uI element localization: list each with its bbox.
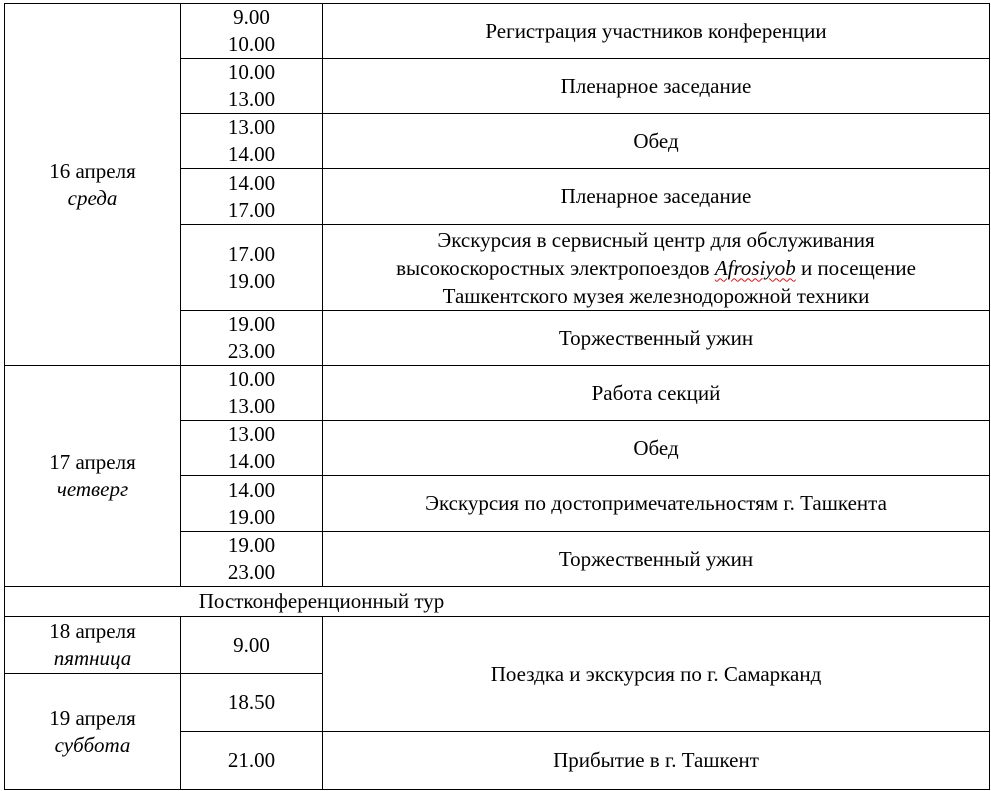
event-cell [323,732,989,789]
event-cell [323,617,989,731]
event-cell [323,532,989,586]
time-end: 14.00 [227,142,276,166]
day-cell-17 [5,366,180,586]
event-cell [323,114,989,168]
time-cell [181,366,322,420]
event-text-line [396,254,916,282]
event-text-fragment: высокоскоростных электропоездов [396,255,715,280]
event-text: Торжественный ужин [558,546,754,571]
time-end: 17.00 [227,197,276,222]
event-text: Торжественный ужин [558,325,754,350]
event-text: Обед [633,128,679,153]
event-text: Экскурсия по достопримечательностям г. Ташкента [425,491,887,515]
time-cell [181,4,322,58]
day-date: 18 апреля [49,619,136,643]
event-text: Прибытие в г. Ташкент [553,748,759,772]
time-end: 19.00 [227,268,276,293]
event-cell [323,169,989,224]
event-cell [323,421,989,475]
time-cell [181,532,322,586]
day-date: 19 апреля [49,705,136,730]
event-text: Поездка и экскурсия по г. Самарканд [490,661,822,686]
time-start: 13.00 [227,422,276,446]
time-cell [181,732,322,789]
time-cell [181,225,322,310]
time-cell [181,169,322,224]
time-end: 19.00 [227,504,276,529]
day-cell-16 [5,4,180,365]
event-cell [323,59,989,113]
time-cell [181,421,322,475]
time-value: 21.00 [227,748,276,772]
event-text: Регистрация участников конференции [485,18,827,43]
event-text-fragment: и посещение [795,255,916,280]
time-start: 10.00 [227,367,276,391]
event-cell [323,366,989,420]
time-end: 23.00 [227,560,276,584]
train-name: Afrosiyob [714,255,796,280]
time-end: 10.00 [227,32,276,56]
time-start: 10.00 [227,60,276,84]
time-start: 19.00 [227,533,276,557]
time-value: 18.50 [227,690,276,714]
time-cell [181,59,322,113]
event-text-line: Ташкентского музея железнодорожной техники [442,283,870,308]
day-weekday: суббота [54,732,131,757]
time-start: 19.00 [227,312,276,336]
day-weekday: среда [67,185,118,210]
time-cell [181,476,322,531]
time-start: 14.00 [227,170,276,195]
event-text-line: Экскурсия в сервисный центр для обслуживания [437,227,875,252]
day-weekday: пятница [53,646,132,670]
time-start: 14.00 [227,477,276,502]
table-border-bottom [4,789,990,790]
event-cell [323,225,989,310]
event-cell [323,311,989,365]
event-cell [323,4,989,58]
time-end: 13.00 [227,394,276,418]
time-start: 9.00 [233,5,270,29]
time-cell [181,674,322,731]
time-end: 23.00 [227,339,276,363]
day-cell-18 [5,617,180,673]
time-cell [181,114,322,168]
time-value: 9.00 [233,632,270,657]
event-cell [323,476,989,531]
event-text: Работа секций [591,380,721,405]
post-tour-title-text: Постконференционный тур [198,589,445,613]
day-weekday: четверг [56,477,129,501]
time-cell [181,617,322,673]
time-end: 14.00 [227,449,276,473]
time-start: 13.00 [227,115,276,139]
post-tour-title [5,587,638,616]
event-text: Пленарное заседание [560,73,752,98]
day-cell-19 [5,674,180,789]
event-text: Пленарное заседание [560,184,752,208]
time-cell [181,311,322,365]
event-text: Обед [633,435,679,460]
day-date: 17 апреля [49,450,136,474]
time-end: 13.00 [227,87,276,111]
table-border-right [989,3,990,790]
day-date: 16 апреля [49,158,136,183]
time-start: 17.00 [227,241,276,266]
